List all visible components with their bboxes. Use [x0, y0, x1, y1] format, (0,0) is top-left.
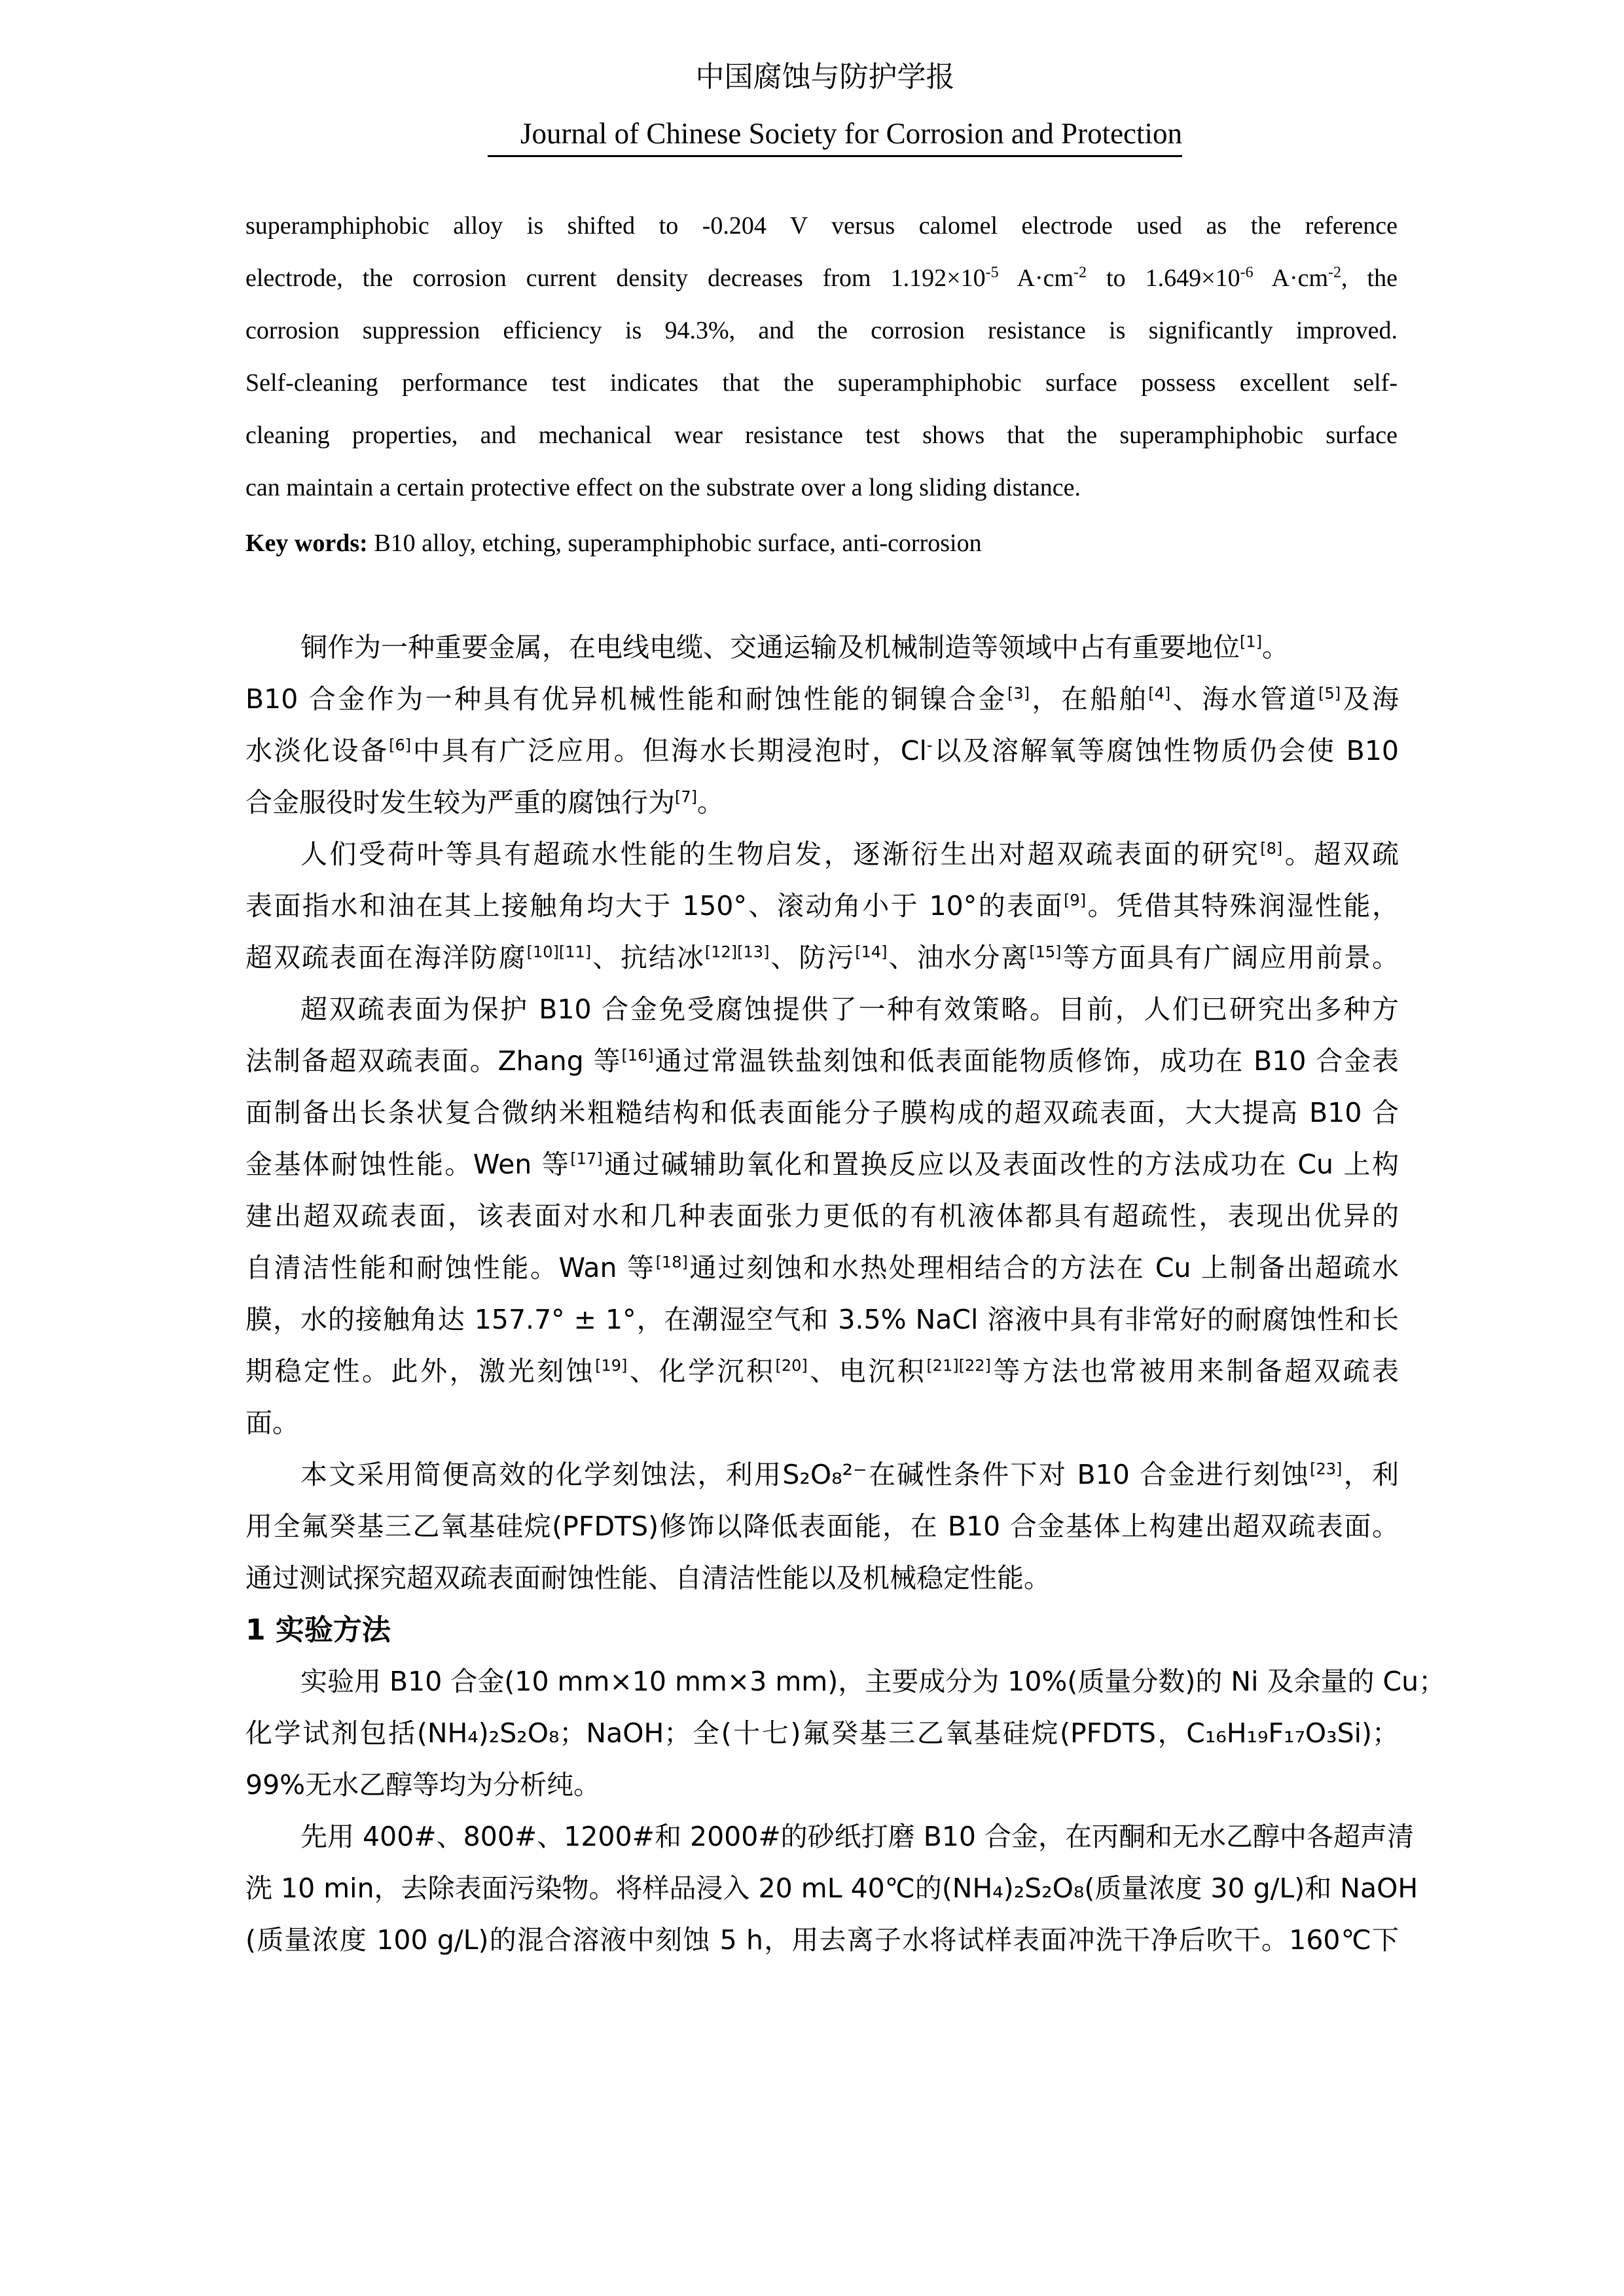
paragraph-line: 实验用 B10 合金(10 mm×10 mm×3 mm)，主要成分为 10%(质量分数)的 Ni 及余量的 Cu；	[300, 1666, 1446, 1697]
abstract-line: superamphiphobic alloy is shifted to -0.204 V versus calomel electrode used as the reference	[245, 212, 1398, 240]
paragraph-line: 通过测试探究超双疏表面耐蚀性能、自清洁性能以及机械稳定性能。	[245, 1562, 1051, 1594]
journal-title-en: Journal of Chinese Society for Corrosion and Protection	[488, 112, 1182, 157]
abstract-line: cleaning properties, and mechanical wear resistance test shows that the superamphiphobic surface	[245, 422, 1398, 449]
paragraph-line: B10 合金作为一种具有优异机械性能和耐蚀性能的铜镍合金[3]，在船舶[4]、海水管道[5]及海	[245, 683, 1399, 715]
paragraph-line: 铜作为一种重要金属，在电线电缆、交通运输及机械制造等领域中占有重要地位[1]。	[300, 632, 1289, 663]
paragraph-line: 面。	[245, 1407, 299, 1439]
paragraph-line: 法制备超双疏表面。Zhang 等[16]通过常温铁盐刻蚀和低表面能物质修饰，成功在 B10 合金表	[245, 1045, 1399, 1077]
paragraph-line: 99%无水乙醇等均为分析纯。	[245, 1769, 601, 1801]
abstract-line: Self-cleaning performance test indicates that the superamphiphobic surface possess excellent self-	[245, 369, 1398, 397]
paragraph-line: 水淡化设备[6]中具有广泛应用。但海水长期浸泡时，Cl-以及溶解氧等腐蚀性物质仍会使 B10	[245, 735, 1399, 766]
section-heading: 1 实验方法	[245, 1613, 391, 1647]
paragraph-line: (质量浓度 100 g/L)的混合溶液中刻蚀 5 h，用去离子水将试样表面冲洗干净后吹干。160℃下	[245, 1924, 1399, 1956]
paragraph-line: 建出超双疏表面，该表面对水和几种表面张力更低的有机液体都具有超疏性，表现出优异的	[245, 1200, 1399, 1232]
paragraph-line: 自清洁性能和耐蚀性能。Wan 等[18]通过刻蚀和水热处理相结合的方法在 Cu 上制备出超疏水	[245, 1252, 1399, 1283]
paragraph-line: 膜，水的接触角达 157.7° ± 1°，在潮湿空气和 3.5% NaCl 溶液中具有非常好的耐腐蚀性和长	[245, 1304, 1399, 1335]
paragraph-line: 期稳定性。此外，激光刻蚀[19]、化学沉积[20]、电沉积[21][22]等方法也常被用来制备超双疏表	[245, 1355, 1399, 1387]
paragraph-line: 人们受荷叶等具有超疏水性能的生物启发，逐渐衍生出对超双疏表面的研究[8]。超双疏	[300, 838, 1399, 870]
paragraph-line: 化学试剂包括(NH₄)₂S₂O₈；NaOH；全(十七)氟癸基三乙氧基硅烷(PFDTS，C₁₆H₁₉F₁₇O₃Si)；	[245, 1717, 1399, 1749]
paragraph-line: 面制备出长条状复合微纳米粗糙结构和低表面能分子膜构成的超双疏表面，大大提高 B10 合	[245, 1097, 1399, 1128]
paragraph-line: 用全氟癸基三乙氧基硅烷(PFDTS)修饰以降低表面能，在 B10 合金基体上构建出超双疏表面。	[245, 1511, 1399, 1542]
paragraph-line: 金基体耐蚀性能。Wen 等[17]通过碱辅助氧化和置换反应以及表面改性的方法成功在 Cu 上构	[245, 1149, 1399, 1180]
abstract-line: can maintain a certain protective effect on the substrate over a long sliding distance.	[245, 474, 1081, 501]
keywords-text: B10 alloy, etching, superamphiphobic surface, anti-corrosion	[367, 529, 982, 557]
persulfate-formula: S₂O₈²⁻	[782, 1459, 867, 1490]
paragraph-line: 本文采用简便高效的化学刻蚀法，利用S₂O₈²⁻在碱性条件下对 B10 合金进行刻蚀[23]，利	[300, 1459, 1399, 1490]
body-text	[245, 622, 1446, 1966]
paragraph-line: 洗 10 min，去除表面污染物。将样品浸入 20 mL 40℃的(NH₄)₂S₂O₈(质量浓度 30 g/L)和 NaOH	[245, 1873, 1418, 1904]
paragraph-line: 超双疏表面在海洋防腐[10][11]、抗结冰[12][13]、防污[14]、油水分离[15]等方面具有广阔应用前景。	[245, 942, 1399, 973]
paragraph-line: 表面指水和油在其上接触角均大于 150°、滚动角小于 10°的表面[9]。凭借其特殊润湿性能，	[245, 890, 1399, 922]
paragraph-line: 先用 400#、800#、1200#和 2000#的砂纸打磨 B10 合金，在丙酮和无水乙醇中各超声清	[300, 1821, 1415, 1852]
keywords-label: Key words:	[245, 529, 368, 557]
paragraph-line: 超双疏表面为保护 B10 合金免受腐蚀提供了一种有效策略。目前，人们已研究出多种方	[300, 994, 1399, 1025]
paragraph-line: 合金服役时发生较为严重的腐蚀行为[7]。	[245, 787, 724, 818]
journal-header	[0, 56, 1624, 157]
keywords	[245, 517, 982, 569]
abstract-line: corrosion suppression efficiency is 94.3%, and the corrosion resistance is significantly improved.	[245, 317, 1398, 344]
journal-title-cn: 中国腐蚀与防护学报	[695, 60, 955, 94]
abstract-line: electrode, the corrosion current density decreases from $1.192\times 10^{-5}$ $A\cdot cm^{-2}$ to $1.649\times 10^{-6}$ $A\cdot cm^{-2}$, the	[245, 264, 1398, 292]
english-abstract	[245, 200, 1398, 514]
